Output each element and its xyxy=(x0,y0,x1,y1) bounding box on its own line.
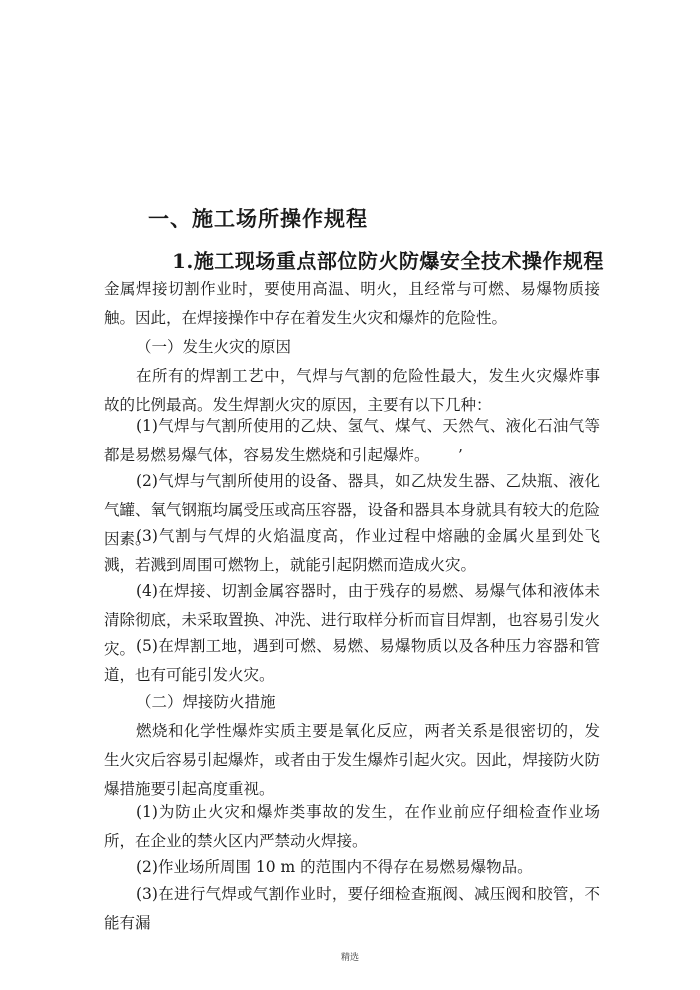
cause-item-3: (3)气割与气焊的火焰温度高，作业过程中熔融的金属火星到处飞溅，若溅到周围可燃物上，就能引起阴燃而造成火灾。 xyxy=(104,527,600,574)
section-heading: 1.施工现场重点部位防火防爆安全技术操作规程 xyxy=(172,249,604,273)
chapter-heading: 一、施工场所操作规程 xyxy=(148,206,368,231)
subsection-title-causes: （一）发生火灾的原因 xyxy=(136,338,292,356)
cause-item-5: (5)在焊割工地，遇到可燃、易燃、易爆物质以及各种压力容器和管道，也有可能引发火灾。 xyxy=(104,637,600,684)
page-footer: 精选 xyxy=(340,953,359,963)
subsection-title-measures: （二）焊接防火措施 xyxy=(136,693,276,711)
cause-item-1: (1)气焊与气割所使用的乙炔、氢气、煤气、天然气、液化石油气等都是易燃易爆气体，容易发生燃烧和引起爆炸。 xyxy=(104,417,600,464)
intro-paragraph: 金属焊接切割作业时，要使用高温、明火，且经常与可燃、易爆物质接触。因此，在焊接操作中存在着发生火灾和爆炸的危险性。 xyxy=(104,280,600,327)
cause-item-2: (2)气焊与气割所使用的设备、器具，如乙炔发生器、乙炔瓶、液化气罐、氧气钢瓶均属受压或高压容器，设备和器具本身就具有较大的危险因素。 xyxy=(104,472,601,548)
measures-lead-paragraph: 燃烧和化学性爆炸实质主要是氧化反应，两者关系是很密切的，发生火灾后容易引起爆炸，或者由于发生爆炸引起火灾。因此，焊接防火防爆措施要引起高度重视。 xyxy=(104,722,601,798)
measure-item-1: (1)为防止火灾和爆炸类事故的发生，在作业前应仔细检查作业场所，在企业的禁火区内严禁动火焊接。 xyxy=(104,803,600,850)
causes-lead-paragraph: 在所有的焊割工艺中，气焊与气割的危险性最大，发生火灾爆炸事故的比例最高。发生焊割火灾的原因，主要有以下几种： xyxy=(104,367,600,414)
stray-mark: ’ xyxy=(458,446,463,464)
measure-item-3: (3)在进行气焊或气割作业时，要仔细检查瓶阀、减压阀和胶管，不能有漏 xyxy=(104,885,600,932)
cause-item-4: (4)在焊接、切割金属容器时，由于残存的易燃、易爆气体和液体未清除彻底，未采取置换、冲洗、进行取样分析而盲目焊割，也容易引发火灾。 xyxy=(104,582,601,658)
measure-item-2: (2)作业场所周围 10 m 的范围内不得存在易燃易爆物品。 xyxy=(136,858,533,876)
